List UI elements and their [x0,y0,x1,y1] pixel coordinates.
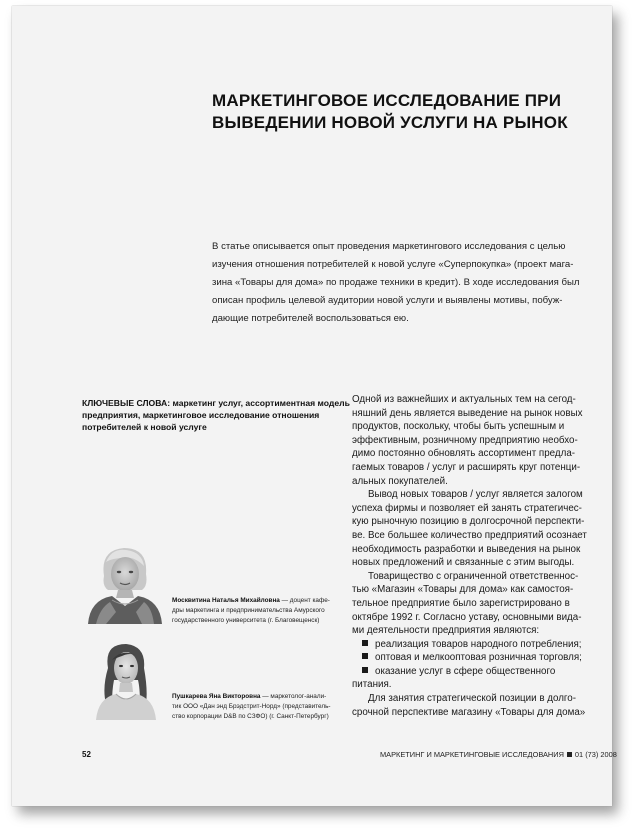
running-footer [380,750,617,759]
body-line: няшний день является выведение на рынок новых [352,407,583,419]
page-number: 52 [82,750,91,759]
body-line: тью «Магазин «Товары для дома» как самостоя- [352,584,574,596]
bullet-square-icon [362,653,368,659]
body-line: ми деятельности предприятия являются: [352,625,540,637]
body-line: новых предложений и связанные с этим выгоды. [352,557,575,569]
abstract-line: дающие потребителей воспользоваться ею. [212,313,409,324]
body-line: гаемых товаров / услуг и расширять круг потенци- [352,461,581,473]
title-line: МАРКЕТИНГОВОЕ ИССЛЕДОВАНИЕ ПРИ [212,91,562,110]
abstract-line: описан профиль целевой аудитории новой услуги и выявлены мотивы, побуж- [212,295,563,306]
journal-page [12,6,617,806]
body-line: срочной перспективе магазину «Товары для дома» [352,706,586,718]
body-line: Вывод новых товаров / услуг является залогом [368,489,583,501]
author-name: Москвитина Наталья Михайловна [172,597,280,604]
body-line: кую рыночную позицию в долгосрочной перспекти- [352,516,585,528]
bullet-text: реализация товаров народного потребления; [375,638,582,650]
author-bio-text: — доцент кафе- [281,597,330,604]
author-bio-1 [172,596,342,626]
body-line: тельное предприятие было зарегистрировано в [352,597,570,609]
body-line: Для занятия стратегической позиции в долго- [368,693,576,705]
keywords-block [82,397,350,433]
author-bio-line-1 [172,692,342,702]
bullet-square-icon [362,640,368,646]
keywords-line: КЛЮЧЕВЫЕ СЛОВА: маркетинг услуг, ассортиментная модель [82,398,350,408]
author-bio-line: государственного университета (г. Благовещенск) [172,617,320,624]
keywords-line: предприятия, маркетинговое исследование отношения [82,410,320,420]
issue-number: 01 (73) 2008 [574,750,617,759]
bullet-text: оказание услуг в сфере общественного [375,665,556,677]
author-name: Пушкарева Яна Викторовна [172,693,261,700]
body-line: необходимость разработки и выведения на рынок [352,543,581,555]
separator-square-icon [567,752,572,757]
body-line: Товарищество с ограниченной ответственнос- [368,570,579,582]
body-line: димо постоянно обновлять ассортимент предла- [352,448,576,460]
body-line: октябре 1992 г. Согласно уставу, основными вида- [352,611,582,623]
abstract-line: зина «Товары для дома» по продаже техники в кредит). В ходе исследования был [212,277,580,288]
body-line: Одной из важнейших и актуальных тем на сегод- [352,394,576,405]
abstract-line: В статье описывается опыт проведения маркетингового исследования с целью [212,241,566,252]
abstract-line: изучения отношения потребителей к новой услуге «Суперпокупка» (проект мага- [212,259,574,270]
bullet-item [352,651,602,665]
author-bio-line-1 [172,596,342,606]
keywords-line: потребителей к новой услуге [82,422,207,432]
body-line: успеха фирмы и позволяет ей занять стратегичес- [352,502,582,514]
author-photo-1 [82,542,167,624]
author-bio-line: ство корпорации D&B по СЗФО) (г. Санкт-Петербург) [172,713,329,720]
article-body [352,393,602,719]
author-bio-line: дры маркетинга и предпринимательства Амурского [172,607,325,614]
bullet-text: оптовая и мелкооптовая розничная торговля; [375,652,582,664]
bullet-square-icon [362,667,368,673]
article-abstract [212,238,587,328]
body-line: продуктов, поскольку, чтобы быть успешным и [352,421,565,433]
title-line: ВЫВЕДЕНИИ НОВОЙ УСЛУГИ НА РЫНОК [212,113,568,132]
body-line: альных покупателей. [352,475,448,487]
journal-name: МАРКЕТИНГ И МАРКЕТИНГОВЫЕ ИССЛЕДОВАНИЯ [380,750,564,759]
bullet-item [352,665,602,679]
author-bio-2 [172,692,342,722]
article-title [212,90,572,134]
author-bio-text: — маркетолог-анали- [262,693,327,700]
author-bio-line: тик ООО «Дан энд Брэдстрит-Норд» (представитель- [172,703,331,710]
body-line: эффективным, розничному предприятию необхо- [352,434,578,446]
body-line: ве. Все большее количество предприятий осознает [352,529,587,541]
body-line: питания. [352,679,392,691]
bullet-item [352,638,602,652]
author-photo-2 [82,638,167,720]
